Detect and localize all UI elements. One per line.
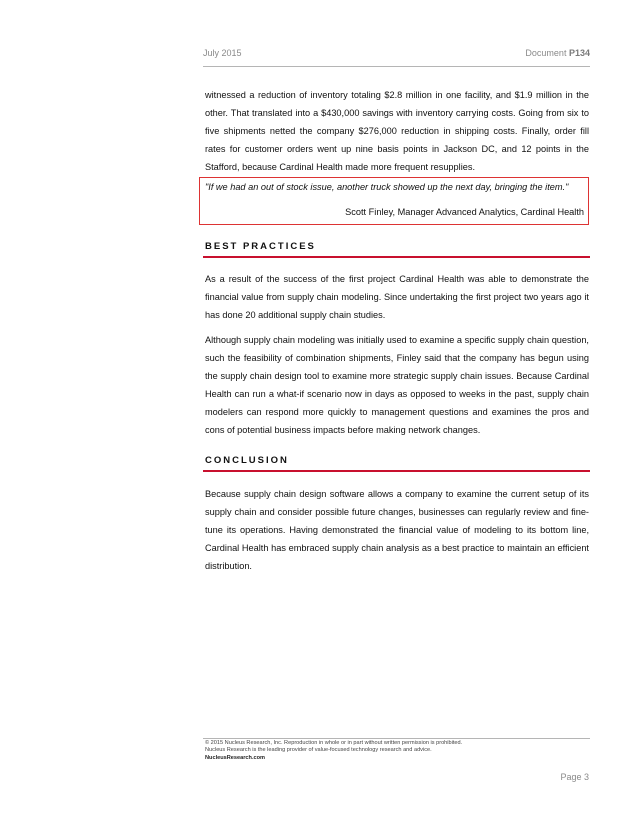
footer-website-link[interactable]: NucleusResearch.com — [205, 755, 266, 761]
section-heading-conclusion: CONCLUSION — [205, 455, 289, 466]
footer-tagline: Nucleus Research is the leading provider of value-focused technology research and advice. — [205, 747, 432, 753]
page-header — [203, 44, 590, 67]
conclusion-paragraph: Because supply chain design software allows a company to examine the current setup of its supply chain and consider possible future changes, businesses can regularly review and fine-tune its operations. Having demonstrated the financial value of modeling to its bottom line, Cardinal Health has embraced supply chain analysis as a best practice to maintain an efficient distribution. — [205, 489, 589, 571]
page-number: Page 3 — [560, 772, 589, 782]
section-divider — [203, 470, 590, 472]
best-practices-paragraph-2: Although supply chain modeling was initially used to examine a specific supply chain question, such the feasibility of combination shipments, Finley said that the company has begun using the supply chain design tool to examine more strategic supply chain issues. Because Cardinal Health can run a what-if scenario now in days as opposed to weeks in the past, supply chain modelers can respond more quickly to management questions and examines the pros and cons of potential business impacts before making network changes. — [205, 335, 589, 435]
quote-attribution: Scott Finley, Manager Advanced Analytics, Cardinal Health — [345, 207, 584, 217]
best-practices-paragraph-1: As a result of the success of the first project Cardinal Health was able to demonstrate the financial value from supply chain modeling. Since undertaking the first project two years ago it has done 20 additional supply chain studies. — [205, 274, 589, 320]
header-date: July 2015 — [203, 48, 242, 58]
section-heading-best-practices: BEST PRACTICES — [205, 241, 316, 252]
header-doc-number: P134 — [568, 48, 590, 58]
header-doc-label: Document — [525, 48, 567, 58]
section-divider — [203, 256, 590, 258]
quote-text: "If we had an out of stock issue, another truck showed up the next day, bringing the item." — [205, 182, 569, 192]
intro-paragraph: witnessed a reduction of inventory totaling $2.8 million in one facility, and $1.9 million in the other. That translated into a $430,000 savings with inventory carrying costs. Going from six to five shipments netted the company $276,000 reduction in shipping costs. Finally, order fill rates for customer orders went up nine basis points in Jackson DC, and 12 points in the Stafford, because Cardinal Health made more frequent resupplies. — [205, 90, 589, 172]
pull-quote — [199, 177, 589, 225]
footer-divider — [203, 738, 590, 739]
header-document-id — [525, 48, 590, 58]
footer-copyright: © 2015 Nucleus Research, Inc. Reproduction in whole or in part without written permission is prohibited. — [205, 740, 463, 746]
